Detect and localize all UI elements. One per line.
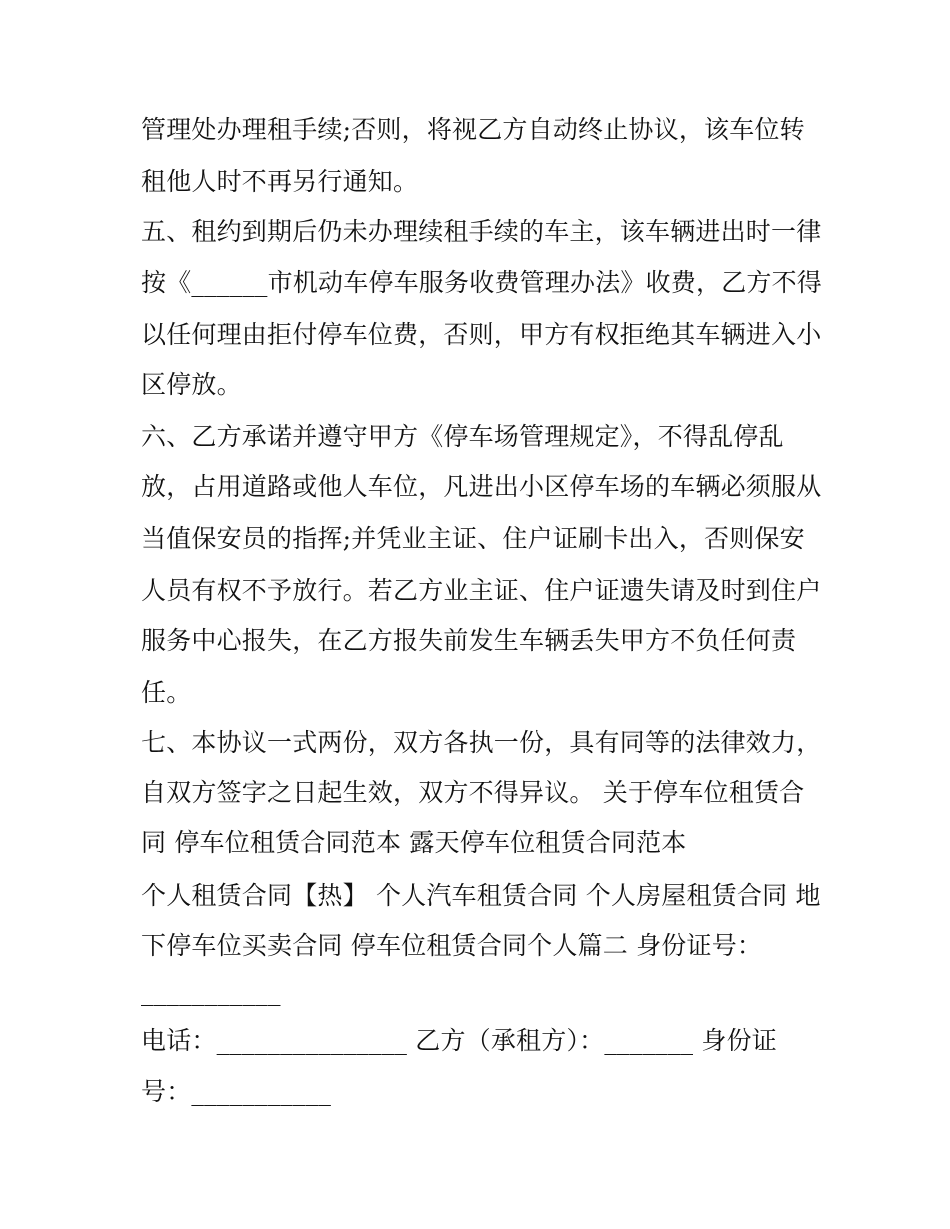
text-line: 任。 (141, 678, 192, 707)
text-line: 按《______市机动车停车服务收费管理办法》收费，乙方不得 (141, 268, 823, 297)
text-line: 电话：_______________ 乙方（承租方）：_______ 身份证 (141, 1026, 777, 1055)
text-line: 区停放。 (141, 370, 242, 399)
text-line: 六、乙方承诺并遵守甲方《停车场管理规定》，不得乱停乱 (141, 422, 784, 451)
text-line: 同 停车位租赁合同范本 露天停车位租赁合同范本 (141, 828, 687, 857)
text-line: 租他人时不再另行通知。 (141, 167, 419, 196)
text-line: 个人租赁合同【热】 个人汽车租赁合同 个人房屋租赁合同 地 (141, 881, 821, 910)
text-line: 五、租约到期后仍未办理续租手续的车主，该车辆进出时一律 (141, 217, 822, 246)
text-line: 放，占用道路或他人车位，凡进出小区停车场的车辆必须服从 (141, 472, 822, 501)
text-line: 七、本协议一式两份，双方各执一份，具有同等的法律效力， (141, 728, 822, 757)
text-line: 服务中心报失，在乙方报失前发生车辆丢失甲方不负任何责 (141, 626, 797, 655)
text-line: 号：___________ (141, 1077, 332, 1106)
text-line: 下停车位买卖合同 停车位租赁合同个人篇二 身份证号： (141, 931, 763, 960)
text-line: 当值保安员的指挥;并凭业主证、住户证刷卡出入，否则保安 (141, 524, 805, 553)
text-line: 以任何理由拒付停车位费，否则，甲方有权拒绝其车辆进入小 (141, 320, 822, 349)
text-line: 人员有权不予放行。若乙方业主证、住户证遗失请及时到住户 (141, 576, 822, 605)
text-line: ___________ (141, 977, 281, 1006)
text-line: 自双方签字之日起生效，双方不得异议。 关于停车位租赁合 (141, 778, 805, 807)
text-line: 管理处办理租手续;否则，将视乙方自动终止协议，该车位转 (141, 115, 805, 144)
